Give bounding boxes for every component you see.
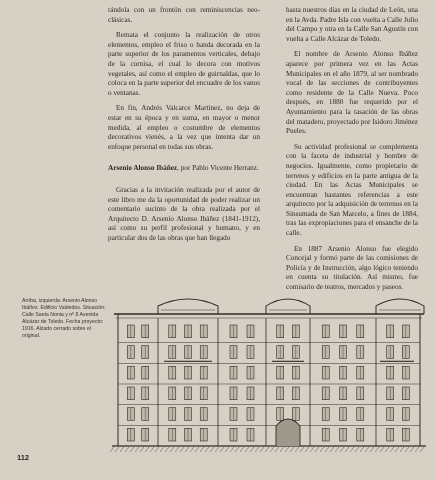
ground-hatch [325,447,329,452]
ground-hatch [420,447,424,452]
ground-hatch [350,447,354,452]
ground-hatch [115,447,119,452]
ground-hatch [215,447,219,452]
right-text-column [286,6,418,299]
ground-hatch [415,447,419,452]
ground-hatch [110,447,114,452]
ground-hatch [185,447,189,452]
ground-hatch [310,447,314,452]
paragraph: rándola con un frontón con reminiscencias neo-clásicas. [108,6,260,24]
ground-hatch [340,447,344,452]
ground-hatch [150,447,154,452]
ground-hatch [285,447,289,452]
ground-hatch [405,447,409,452]
ground-hatch [260,447,264,452]
ground-hatch [265,447,269,452]
tower-cap [158,299,218,314]
tower-cap [266,299,310,314]
paragraph: Gracias a la invitación realizada por el autor de este libro me da la oportunidad de poder realizar un comentario sucinto de la obra realizada por el Arquitecto D. Arsenio Alonso Ibáñez (1841-1912), así como su perfil profesional y humano, y en particular dos de las obras que han llegado [108,185,260,242]
ground-hatch [365,447,369,452]
ground-hatch [180,447,184,452]
ground-hatch [400,447,404,452]
ground-hatch [270,447,274,452]
ground-hatch [385,447,389,452]
facade-outline [118,314,420,446]
ground-hatch [160,447,164,452]
ground-hatch [240,447,244,452]
ground-hatch [255,447,259,452]
ground-hatch [295,447,299,452]
facade-drawing-svg [108,276,430,456]
paragraph: Su actividad profesional se complementa con la faceta de industrial y hombre de negocios. Igualmente, como propietario de terrenos y edificios en la parte antigua de la ciudad. En las Actas Municipales se encuentran bastantes referencias a este arquitecto por la adquisición de terrenos en la Sinsumada de San Marcelo, a fines de 1884, tras las expropiaciones para el ensanche de la calle. [286,142,418,238]
ground-hatch [345,447,349,452]
ground-hatch [315,447,319,452]
figure-caption: Arriba, izquierda: Arsenio Alonso Ibáñez. Edificio Valdedos. Situación: Calle Santa Nonia y nº 8 Avenida Alcázar de Toledo. Fecha proyecto: 1916. Alzado cerrado sobre el original. [22,298,106,339]
ground-hatch [320,447,324,452]
ground-hatch [280,447,284,452]
ground-hatch [290,447,294,452]
ground-hatch [335,447,339,452]
facade-elevation-drawing [108,276,430,456]
heading-author: Arsenio Alonso Ibáñez [108,164,178,173]
paragraph: hasta nuestros días en la ciudad de León, una en la Avda. Padre Isla con vuelta a Calle Julio del Campo y otra en la Calle San Agustín con vuelta a Calle Alcázar de Toledo. [286,6,418,43]
paragraph: Remata el conjunto la realización de otros elementos, empleo el friso o banda decorada en la parte superior de los paramentos verticales, debajo de la cornisa, el cual lo decora con motivos vegetales, así como el empleo de guirnaldas, que lo coloca en la parte superior del encuadre de los vanos o ventanas. [108,31,260,97]
ground-hatch [170,447,174,452]
ground-hatch [175,447,179,452]
ground-hatch [130,447,134,452]
ground-hatch [305,447,309,452]
ground-hatch [275,447,279,452]
ground-hatch [205,447,209,452]
ground-hatch [235,447,239,452]
paragraph: En fin, Andrés Valcarce Martínez, no deja de estar en su época y en suma, en mayor o menor medida, al empleo o costumbre de elementos decorativos vienés, a la vez que intenta dar un enfoque personal en todas sus obras. [108,104,260,151]
ground-hatch [145,447,149,452]
ground-hatch [125,447,129,452]
ground-hatch [120,447,124,452]
ground-hatch [395,447,399,452]
ground-hatch [370,447,374,452]
ground-hatch [355,447,359,452]
ground-hatch [410,447,414,452]
ground-hatch [165,447,169,452]
ground-hatch [300,447,304,452]
paragraph: En 1887 Arsenio Alonso fue elegido Concejal y formó parte de las comisiones de Policía y de Instrucción, algo lógico teniendo en cuenta su titulación. Así mismo, fue comisario de teatros, mercados y paseos. [286,244,418,292]
ground-hatch [330,447,334,452]
ground-hatch [140,447,144,452]
ground-hatch [155,447,159,452]
ground-hatch [230,447,234,452]
tower-cap [376,299,424,314]
ground-hatch [245,447,249,452]
ground-hatch [200,447,204,452]
ground-hatch [360,447,364,452]
ground-hatch [195,447,199,452]
ground-hatch [380,447,384,452]
ground-hatch [135,447,139,452]
paragraph: El nombre de Arsenio Alonso Ibáñez aparece por primera vez en las Actas Municipales en el año 1879, al ser nombrado vocal de las secciones de contribuyentes como residente de la Calle Nueva. Poco después, en 1880 fue requerido por el Ayuntamiento para la tasación de las obras del matadero, proyectado por Isidoro Jiménez Pueles. [286,50,418,136]
page-number: 112 [17,453,30,462]
entrance-arch [276,419,300,446]
ground-hatch [190,447,194,452]
heading-rest: , por Pablo Vicente Herranz. [177,164,259,173]
ground-hatch [250,447,254,452]
ground-hatch [220,447,224,452]
ground-hatch [390,447,394,452]
left-text-column [108,6,260,249]
ground-hatch [210,447,214,452]
section-heading [108,164,260,174]
ground-hatch [225,447,229,452]
ground-hatch [375,447,379,452]
